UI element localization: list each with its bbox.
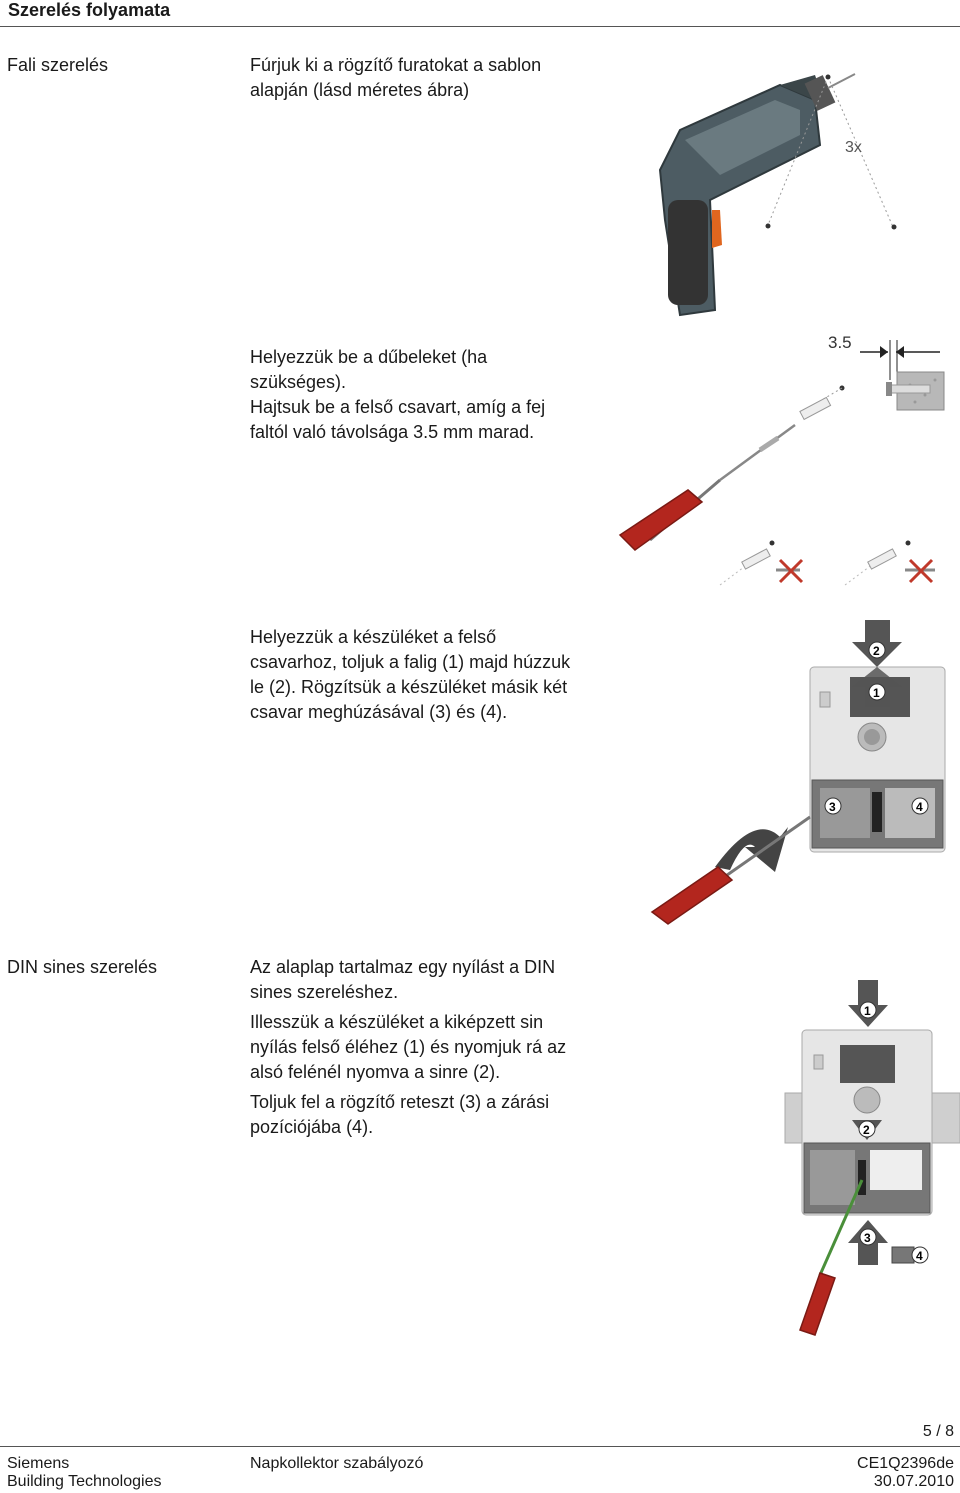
footer-line: CE1Q2396de bbox=[857, 1455, 954, 1472]
paragraph bbox=[250, 1090, 610, 1140]
text-line: sines szereléshez. bbox=[250, 982, 399, 1002]
din-text bbox=[250, 955, 610, 1140]
section-label-wall: Fali szerelés bbox=[7, 55, 109, 75]
text-line: Hajtsuk be a felső csavart, amíg a fej bbox=[250, 397, 546, 417]
section-label-din: DIN sines szerelés bbox=[7, 957, 158, 977]
footer-product: Napkollektor szabályozó bbox=[250, 1455, 424, 1472]
marker-4: 4 bbox=[916, 800, 923, 814]
step-screw-text bbox=[250, 345, 610, 445]
drill-count-label: 3x bbox=[845, 139, 862, 156]
distance-label: 3.5 bbox=[828, 333, 852, 352]
marker-3: 3 bbox=[829, 800, 836, 814]
incorrect-example-2 bbox=[845, 541, 935, 586]
din-marker-3: 3 bbox=[864, 1231, 871, 1245]
din-mount-illustration bbox=[770, 975, 960, 1340]
footer-line: 30.07.2010 bbox=[873, 1473, 954, 1490]
footer-rule bbox=[0, 1446, 960, 1447]
text-line: Helyezzük be a dűbeleket (ha bbox=[250, 347, 488, 367]
wall-mount-illustration bbox=[640, 612, 955, 927]
step-device-text bbox=[250, 625, 610, 725]
footer-line: Siemens bbox=[7, 1455, 70, 1472]
rotate-arrow-icon bbox=[715, 827, 788, 872]
text-line: alapján (lásd méretes ábra) bbox=[250, 80, 470, 100]
text-line: Helyezzük a készüléket a felső bbox=[250, 627, 497, 647]
paragraph bbox=[250, 955, 610, 1005]
marker-1: 1 bbox=[873, 686, 880, 700]
text-line: Az alaplap tartalmaz egy nyílást a DIN bbox=[250, 957, 556, 977]
text-line: csavarhoz, toljuk a falig (1) majd húzzuk bbox=[250, 652, 571, 672]
drill-illustration bbox=[640, 60, 940, 330]
text-line: Fúrjuk ki a rögzítő furatokat a sablon bbox=[250, 55, 542, 75]
text-line: Illesszük a készüléket a kiképzett sin bbox=[250, 1012, 544, 1032]
footer-docref bbox=[857, 1455, 954, 1491]
header-rule bbox=[0, 26, 960, 27]
page-number: 5 / 8 bbox=[922, 1423, 954, 1440]
din-marker-2: 2 bbox=[863, 1123, 870, 1137]
marker-2: 2 bbox=[873, 644, 880, 658]
text-line: le (2). Rögzítsük a készüléket másik két bbox=[250, 677, 568, 697]
screw-illustration bbox=[610, 330, 950, 590]
din-marker-4: 4 bbox=[916, 1249, 923, 1263]
paragraph bbox=[250, 1010, 610, 1085]
incorrect-example-1 bbox=[720, 541, 802, 586]
step-drill-text bbox=[250, 53, 610, 103]
page-title: Szerelés folyamata bbox=[8, 0, 171, 20]
text-line: faltól való távolsága 3.5 mm marad. bbox=[250, 422, 535, 442]
text-line: csavar meghúzásával (3) és (4). bbox=[250, 702, 508, 722]
din-marker-1: 1 bbox=[864, 1004, 871, 1018]
footer-line: Building Technologies bbox=[7, 1473, 162, 1490]
text-line: szükséges). bbox=[250, 372, 347, 392]
footer-company bbox=[7, 1455, 161, 1491]
text-line: nyílás felső éléhez (1) és nyomjuk rá az bbox=[250, 1037, 567, 1057]
text-line: Toljuk fel a rögzítő reteszt (3) a zárási bbox=[250, 1092, 550, 1112]
text-line: alsó felénél nyomva a sinre (2). bbox=[250, 1062, 501, 1082]
text-line: pozíciójába (4). bbox=[250, 1117, 374, 1137]
